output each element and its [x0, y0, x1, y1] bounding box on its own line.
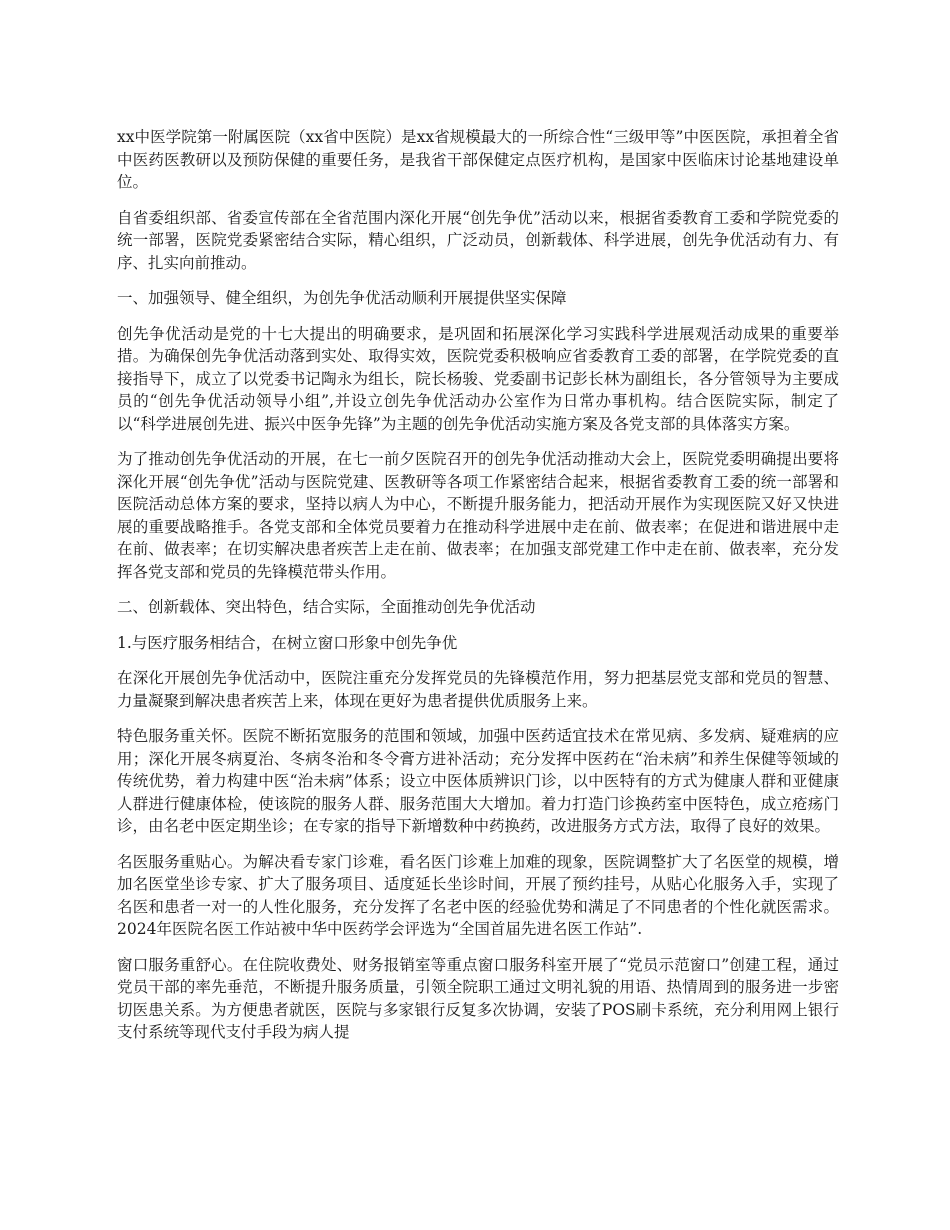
famous-doctor-paragraph: 名医服务重贴心。为解决看专家门诊难，看名医门诊难上加难的现象，医院调整扩大了名医堂的规模，增加名医堂坐诊专家、扩大了服务项目、适度延长坐诊时间，开展了预约挂号，从贴心化服务入手，实现了名医和患者一对一的人性化服务，充分发挥了名老中医的经验优势和满足了不同患者的个性化就医需求。2024年医院名医工作站被中华中医药学会评选为“全国首届先进名医工作站”. [117, 852, 839, 938]
section-1-paragraph-2: 为了推动创先争优活动的开展，在七一前夕医院召开的创先争优活动推动大会上，医院党委明确提出要将深化开展“创先争优”活动与医院党建、医教研等各项工作紧密结合起来，根据省委教育工委的统一部署和医院活动总体方案的要求，坚持以病人为中心，不断提升服务能力，把活动开展作为实现医院又好又快进展的重要战略推手。各党支部和全体党员要着力在推动科学进展中走在前、做表率；在促进和谐进展中走在前、做表率；在切实解决患者疾苦上走在前、做表率；在加强支部党建工作中走在前、做表率，充分发挥各党支部和党员的先锋模范带头作用。 [117, 450, 839, 581]
subsection-1-paragraph-1: 在深化开展创先争优活动中，医院注重充分发挥党员的先锋模范作用，努力把基层党支部和党员的智慧、力量凝聚到解决患者疾苦上来，体现在更好为患者提供优质服务上来。 [117, 669, 839, 710]
background-paragraph: 自省委组织部、省委宣传部在全省范围内深化开展“创先争优”活动以来，根据省委教育工委和学院党委的统一部署，医院党委紧密结合实际，精心组织，广泛动员，创新载体、科学进展，创先争优活动有力、有序、扎实向前推动。 [117, 208, 839, 272]
section-heading-2: 二、创新载体、突出特色，结合实际，全面推动创先争优活动 [117, 598, 536, 616]
section-heading-1: 一、加强领导、健全组织，为创先争优活动顺利开展提供坚实保障 [117, 289, 567, 307]
window-service-paragraph: 窗口服务重舒心。在住院收费处、财务报销室等重点窗口服务科室开展了“党员示范窗口”创建工程，通过党员干部的率先垂范，不断提升服务质量，引领全院职工通过文明礼貌的用语、热情周到的服务进一步密切医患关系。为方便患者就医，医院与多家银行反复多次协调，安装了POS刷卡系统，充分利用网上银行支付系统等现代支付手段为病人提 [117, 955, 839, 1041]
document-body [117, 126, 839, 1057]
subsection-heading-1: 1.与医疗服务相结合，在树立窗口形象中创先争优 [117, 633, 458, 652]
section-1-paragraph-1: 创先争优活动是党的十七大提出的明确要求，是巩固和拓展深化学习实践科学进展观活动成果的重要举措。为确保创先争优活动落到实处、取得实效，医院党委积极响应省委教育工委的部署，在学院党委的直接指导下，成立了以党委书记陶永为组长，院长杨骏、党委副书记彭长林为副组长，各分管领导为主要成员的“创先争优活动领导小组”,并设立创先争优活动办公室作为日常办事机构。结合医院实际，制定了以“科学进展创先进、振兴中医争先锋”为主题的创先争优活动实施方案及各党支部的具体落实方案。 [117, 324, 839, 433]
intro-paragraph: xx中医学院第一附属医院（xx省中医院）是xx省规模最大的一所综合性“三级甲等”中医医院，承担着全省中医药医教研以及预防保健的重要任务，是我省干部保健定点医疗机构，是国家中医临床讨论基地建设单位。 [117, 128, 839, 191]
special-service-paragraph: 特色服务重关怀。医院不断拓宽服务的范围和领域，加强中医药适宜技术在常见病、多发病、疑难病的应用；深化开展冬病夏治、冬病冬治和冬令膏方进补活动；充分发挥中医药在“治未病”和养生保健等领域的传统优势，着力构建中医“治未病”体系；设立中医体质辨识门诊，以中医特有的方式为健康人群和亚健康人群进行健康体检，使该院的服务人群、服务范围大大增加。着力打造门诊换药室中医特色，成立疮疡门诊，由名老中医定期坐诊；在专家的指导下新增数种中药换药，改进服务方式方法，取得了良好的效果。 [117, 727, 839, 835]
